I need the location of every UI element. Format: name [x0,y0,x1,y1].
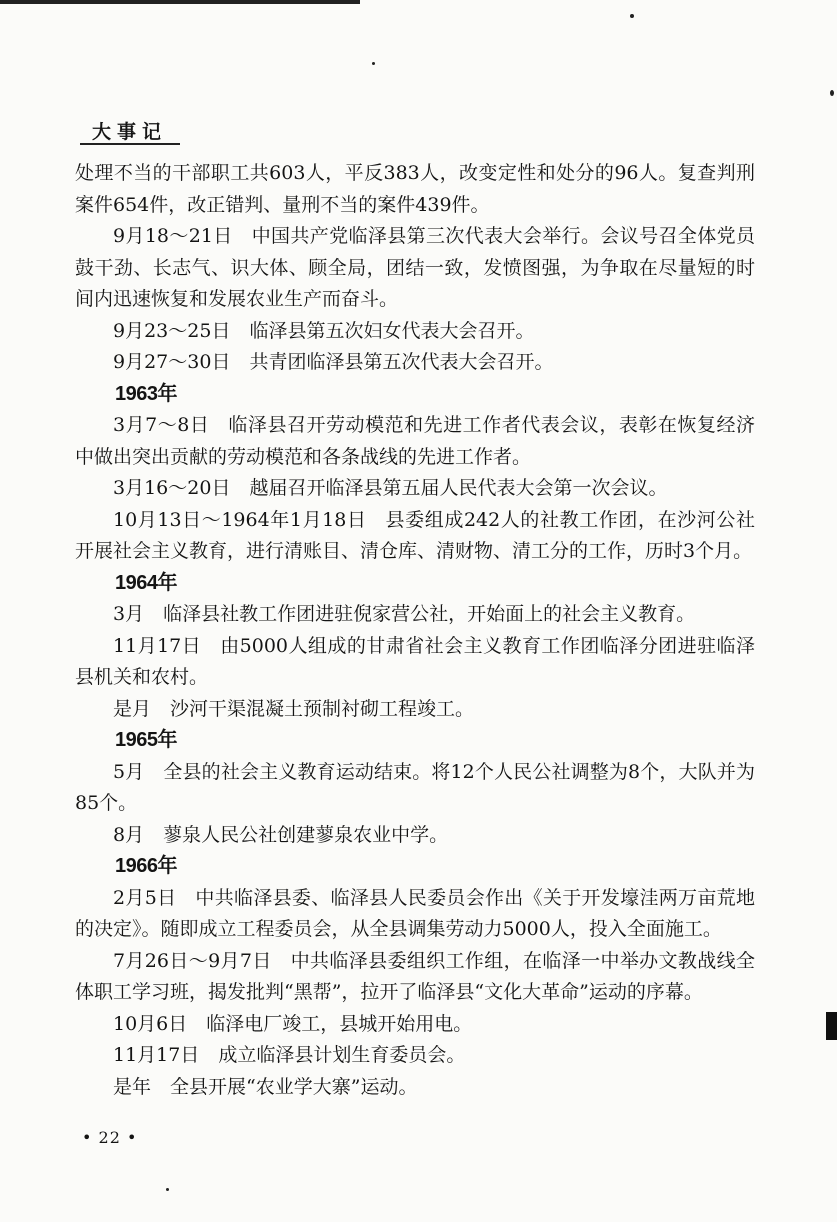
event-entry [75,473,755,505]
scan-dust-speck [372,62,375,65]
event-date: 3月 [113,603,145,625]
event-entry [75,820,755,852]
event-entry [75,757,755,820]
event-entry [75,316,755,348]
event-description: 全县开展“农业学大寨”运动。 [170,1075,418,1098]
event-date: 10月6日 [113,1012,188,1035]
event-date: 5月 [113,760,145,783]
event-date: 9月18～21日 [113,225,233,247]
event-entry [75,1040,755,1072]
event-description: 沙河干渠混凝土预制衬砌工程竣工。 [170,697,475,720]
event-entry [75,1009,755,1041]
scan-edge-mark [826,1012,837,1040]
event-entry [75,883,755,946]
event-date: 9月23～25日 [113,319,231,342]
event-entry [75,631,755,694]
event-date: 3月16～20日 [113,477,231,499]
event-description: 越届召开临泽县第五届人民代表大会第一次会议。 [249,477,668,499]
event-date: 11月17日 [113,1044,200,1066]
year-heading: 1964年 [115,571,177,594]
event-description: 中共临泽县委、临泽县人民委员会作出《关于开发壕洼两万亩荒地的决定》。随即成立工程委员会，从全县调集劳动力5000人，投入全面施工。 [75,886,755,940]
event-description: 全县的社会主义教育运动结束。将12个人民公社调整为8个，大队并为85个。 [75,760,755,814]
event-date: 7月26日～9月7日 [113,949,272,972]
event-description: 由5000人组成的甘肃省社会主义教育工作团临泽分团进驻临泽县机关和农村。 [75,634,755,688]
event-entry [75,599,755,631]
chronicle-text [75,158,755,1103]
page-number: • 22 • [82,1128,138,1147]
event-description: 成立临泽县计划生育委员会。 [218,1044,466,1066]
event-description: 临泽电厂竣工，县城开始用电。 [206,1012,473,1035]
event-entry [75,410,755,473]
event-description: 共青团临泽县第五次代表大会召开。 [249,351,554,373]
event-date: 是月 [113,697,152,720]
event-date: 9月27～30日 [113,351,231,373]
scan-dust-speck [830,90,834,96]
event-description: 中国共产党临泽县第三次代表大会举行。会议号召全体党员鼓干劲、长志气、识大体、顾全局，团结一致，发愤图强，为争取在尽量短的时间内迅速恢复和发展农业生产而奋斗。 [75,225,755,310]
scan-dust-speck [166,1188,169,1191]
event-entry [75,347,755,379]
year-heading: 1963年 [115,382,177,405]
event-date: 2月5日 [113,886,177,909]
event-description: 蓼泉人民公社创建蓼泉农业中学。 [163,823,449,846]
event-date: 11月17日 [113,634,202,657]
event-description: 中共临泽县委组织工作组，在临泽一中举办文教战线全体职工学习班，揭发批判“黑帮”，拉开了临泽县“文化大革命”运动的序幕。 [75,949,755,1003]
header-underline [80,143,180,145]
section-header: 大事记 [92,121,168,143]
event-entry [75,694,755,726]
year-heading: 1966年 [115,855,177,877]
event-entry [75,221,755,316]
top-border-rule [0,0,360,4]
event-date: 8月 [113,823,145,846]
continued-paragraph: 处理不当的干部职工共603人，平反383人，改变定性和处分的96人。复查判刑案件654件，改正错判、量刑不当的案件439件。 [75,162,755,216]
event-entry [75,946,755,1009]
event-entry [75,1072,755,1104]
event-date: 3月7～8日 [113,414,210,436]
year-heading: 1965年 [115,729,177,751]
event-entry [75,505,755,568]
scan-dust-speck [630,14,634,18]
event-description: 临泽县社教工作团进驻倪家营公社，开始面上的社会主义教育。 [163,603,696,625]
event-description: 临泽县第五次妇女代表大会召开。 [249,319,535,342]
event-description: 县委组成242人的社教工作团，在沙河公社开展社会主义教育，进行清账目、清仓库、清财物、清工分的工作，历时3个月。 [75,508,755,562]
event-description: 临泽县召开劳动模范和先进工作者代表会议，表彰在恢复经济中做出突出贡献的劳动模范和各条战线的先进工作者。 [75,414,755,468]
event-date: 10月13日～1964年1月18日 [113,508,367,531]
event-date: 是年 [113,1075,152,1098]
